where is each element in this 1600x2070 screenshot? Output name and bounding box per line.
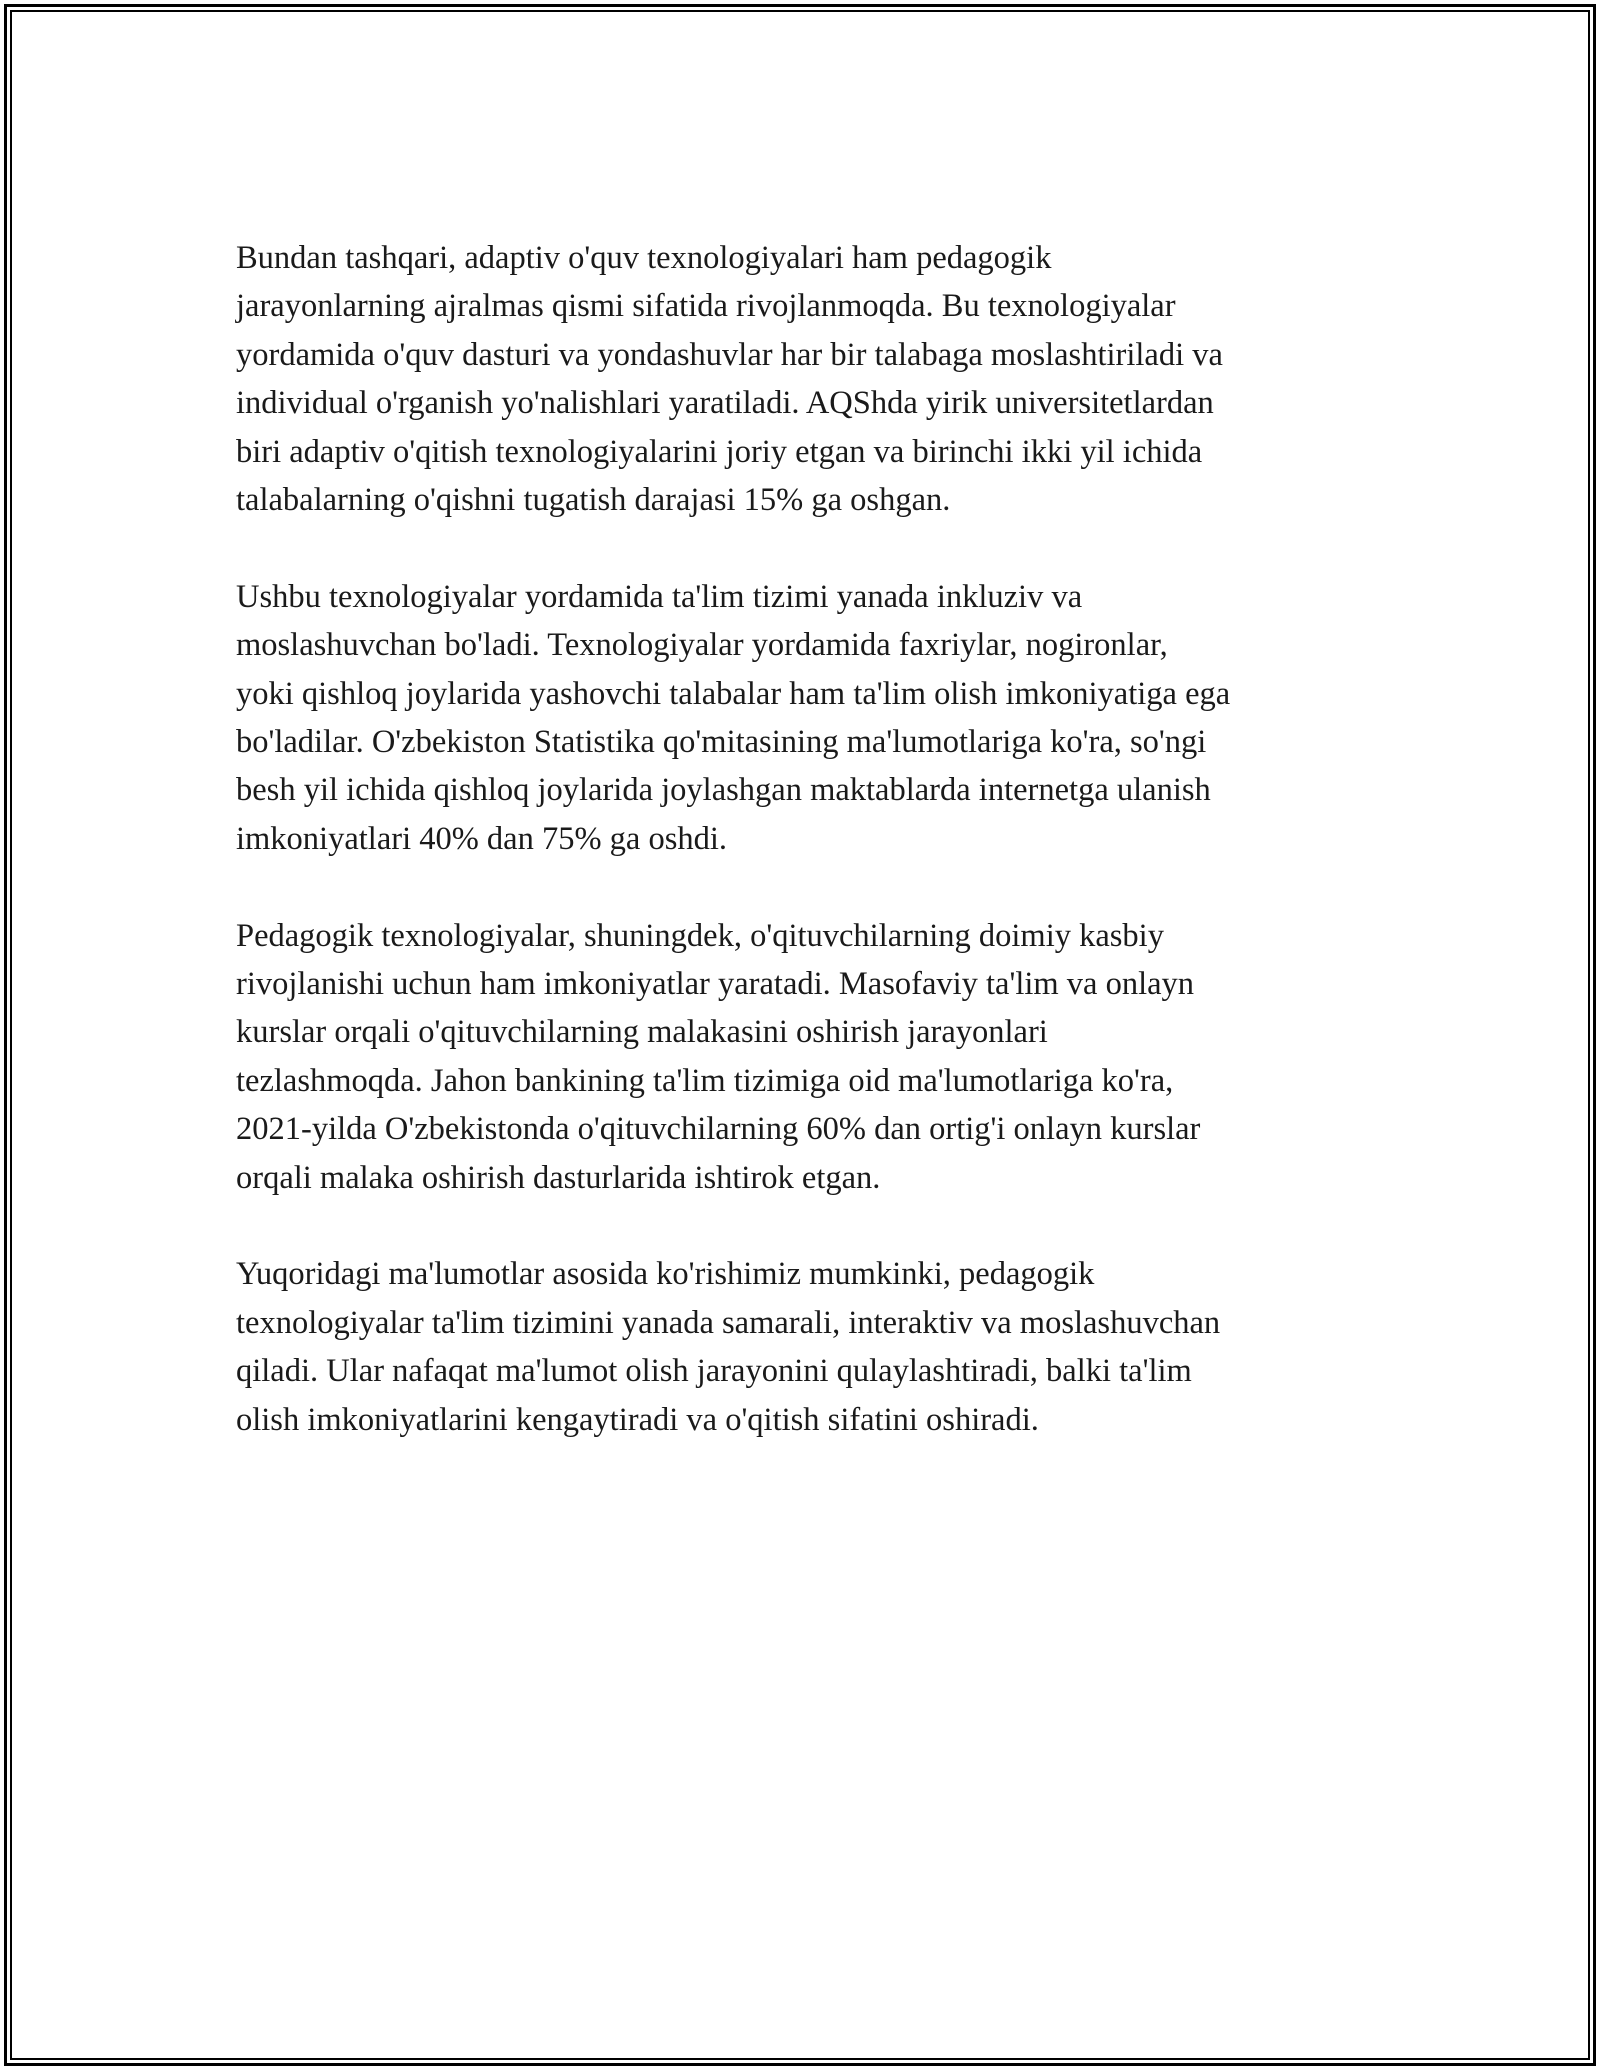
text-line: yordamida o'quv dasturi va yondashuvlar har bir talabaga moslashtiriladi va (236, 336, 1223, 373)
text-line: qiladi. Ular nafaqat ma'lumot olish jarayonini qulaylashtiradi, balki ta'lim (236, 1353, 1192, 1390)
text-line: tezlashmoqda. Jahon bankining ta'lim tizimiga oid ma'lumotlariga ko'ra, (236, 1062, 1174, 1099)
text-line: moslashuvchan bo'ladi. Texnologiyalar yordamida faxriylar, nogironlar, (236, 627, 1168, 664)
text-line: talabalarning o'qishni tugatish darajasi 15% ga oshgan. (236, 482, 951, 519)
text-line: rivojlanishi uchun ham imkoniyatlar yaratadi. Masofaviy ta'lim va onlayn (236, 966, 1195, 1003)
text-line: Pedagogik texnologiyalar, shuningdek, o'qituvchilarning doimiy kasbiy (236, 917, 1164, 954)
paragraph-inclusive-education (236, 573, 1366, 863)
text-line: Ushbu texnologiyalar yordamida ta'lim tizimi yanada inkluziv va (236, 578, 1083, 615)
text-line: kurslar orqali o'qituvchilarning malakasini oshirish jarayonlari (236, 1014, 1048, 1051)
text-line: individual o'rganish yo'nalishlari yaratiladi. AQShda yirik universitetlardan (236, 385, 1214, 422)
text-line: Bundan tashqari, adaptiv o'quv texnologiyalari ham pedagogik (236, 240, 1052, 276)
text-line: yoki qishloq joylarida yashovchi talabalar ham ta'lim olish imkoniyatiga ega (236, 675, 1231, 712)
text-line: jarayonlarning ajralmas qismi sifatida rivojlanmoqda. Bu texnologiyalar (236, 288, 1176, 325)
text-line: olish imkoniyatlarini kengaytiradi va o'qitish sifatini oshiradi. (236, 1401, 1039, 1438)
document-body (236, 234, 1366, 1493)
paragraph-adaptive-technologies (236, 234, 1366, 524)
text-line: imkoniyatlari 40% dan 75% ga oshdi. (236, 820, 728, 857)
text-line: besh yil ichida qishloq joylarida joylashgan maktablarda internetga ulanish (236, 772, 1211, 809)
text-line: orqali malaka oshirish dasturlarida ishtirok etgan. (236, 1159, 881, 1196)
text-line: biri adaptiv o'qitish texnologiyalarini joriy etgan va birinchi ikki yil ichida (236, 433, 1203, 470)
text-line: bo'ladilar. O'zbekiston Statistika qo'mitasining ma'lumotlariga ko'ra, so'ngi (236, 724, 1207, 761)
text-line: texnologiyalar ta'lim tizimini yanada samarali, interaktiv va moslashuvchan (236, 1304, 1221, 1341)
paragraph-teacher-development (236, 912, 1366, 1202)
text-line: Yuqoridagi ma'lumotlar asosida ko'rishimiz mumkinki, pedagogik (236, 1256, 1095, 1293)
text-line: 2021-yilda O'zbekistonda o'qituvchilarning 60% dan ortig'i onlayn kurslar (236, 1111, 1201, 1148)
paragraph-conclusion (236, 1250, 1366, 1444)
